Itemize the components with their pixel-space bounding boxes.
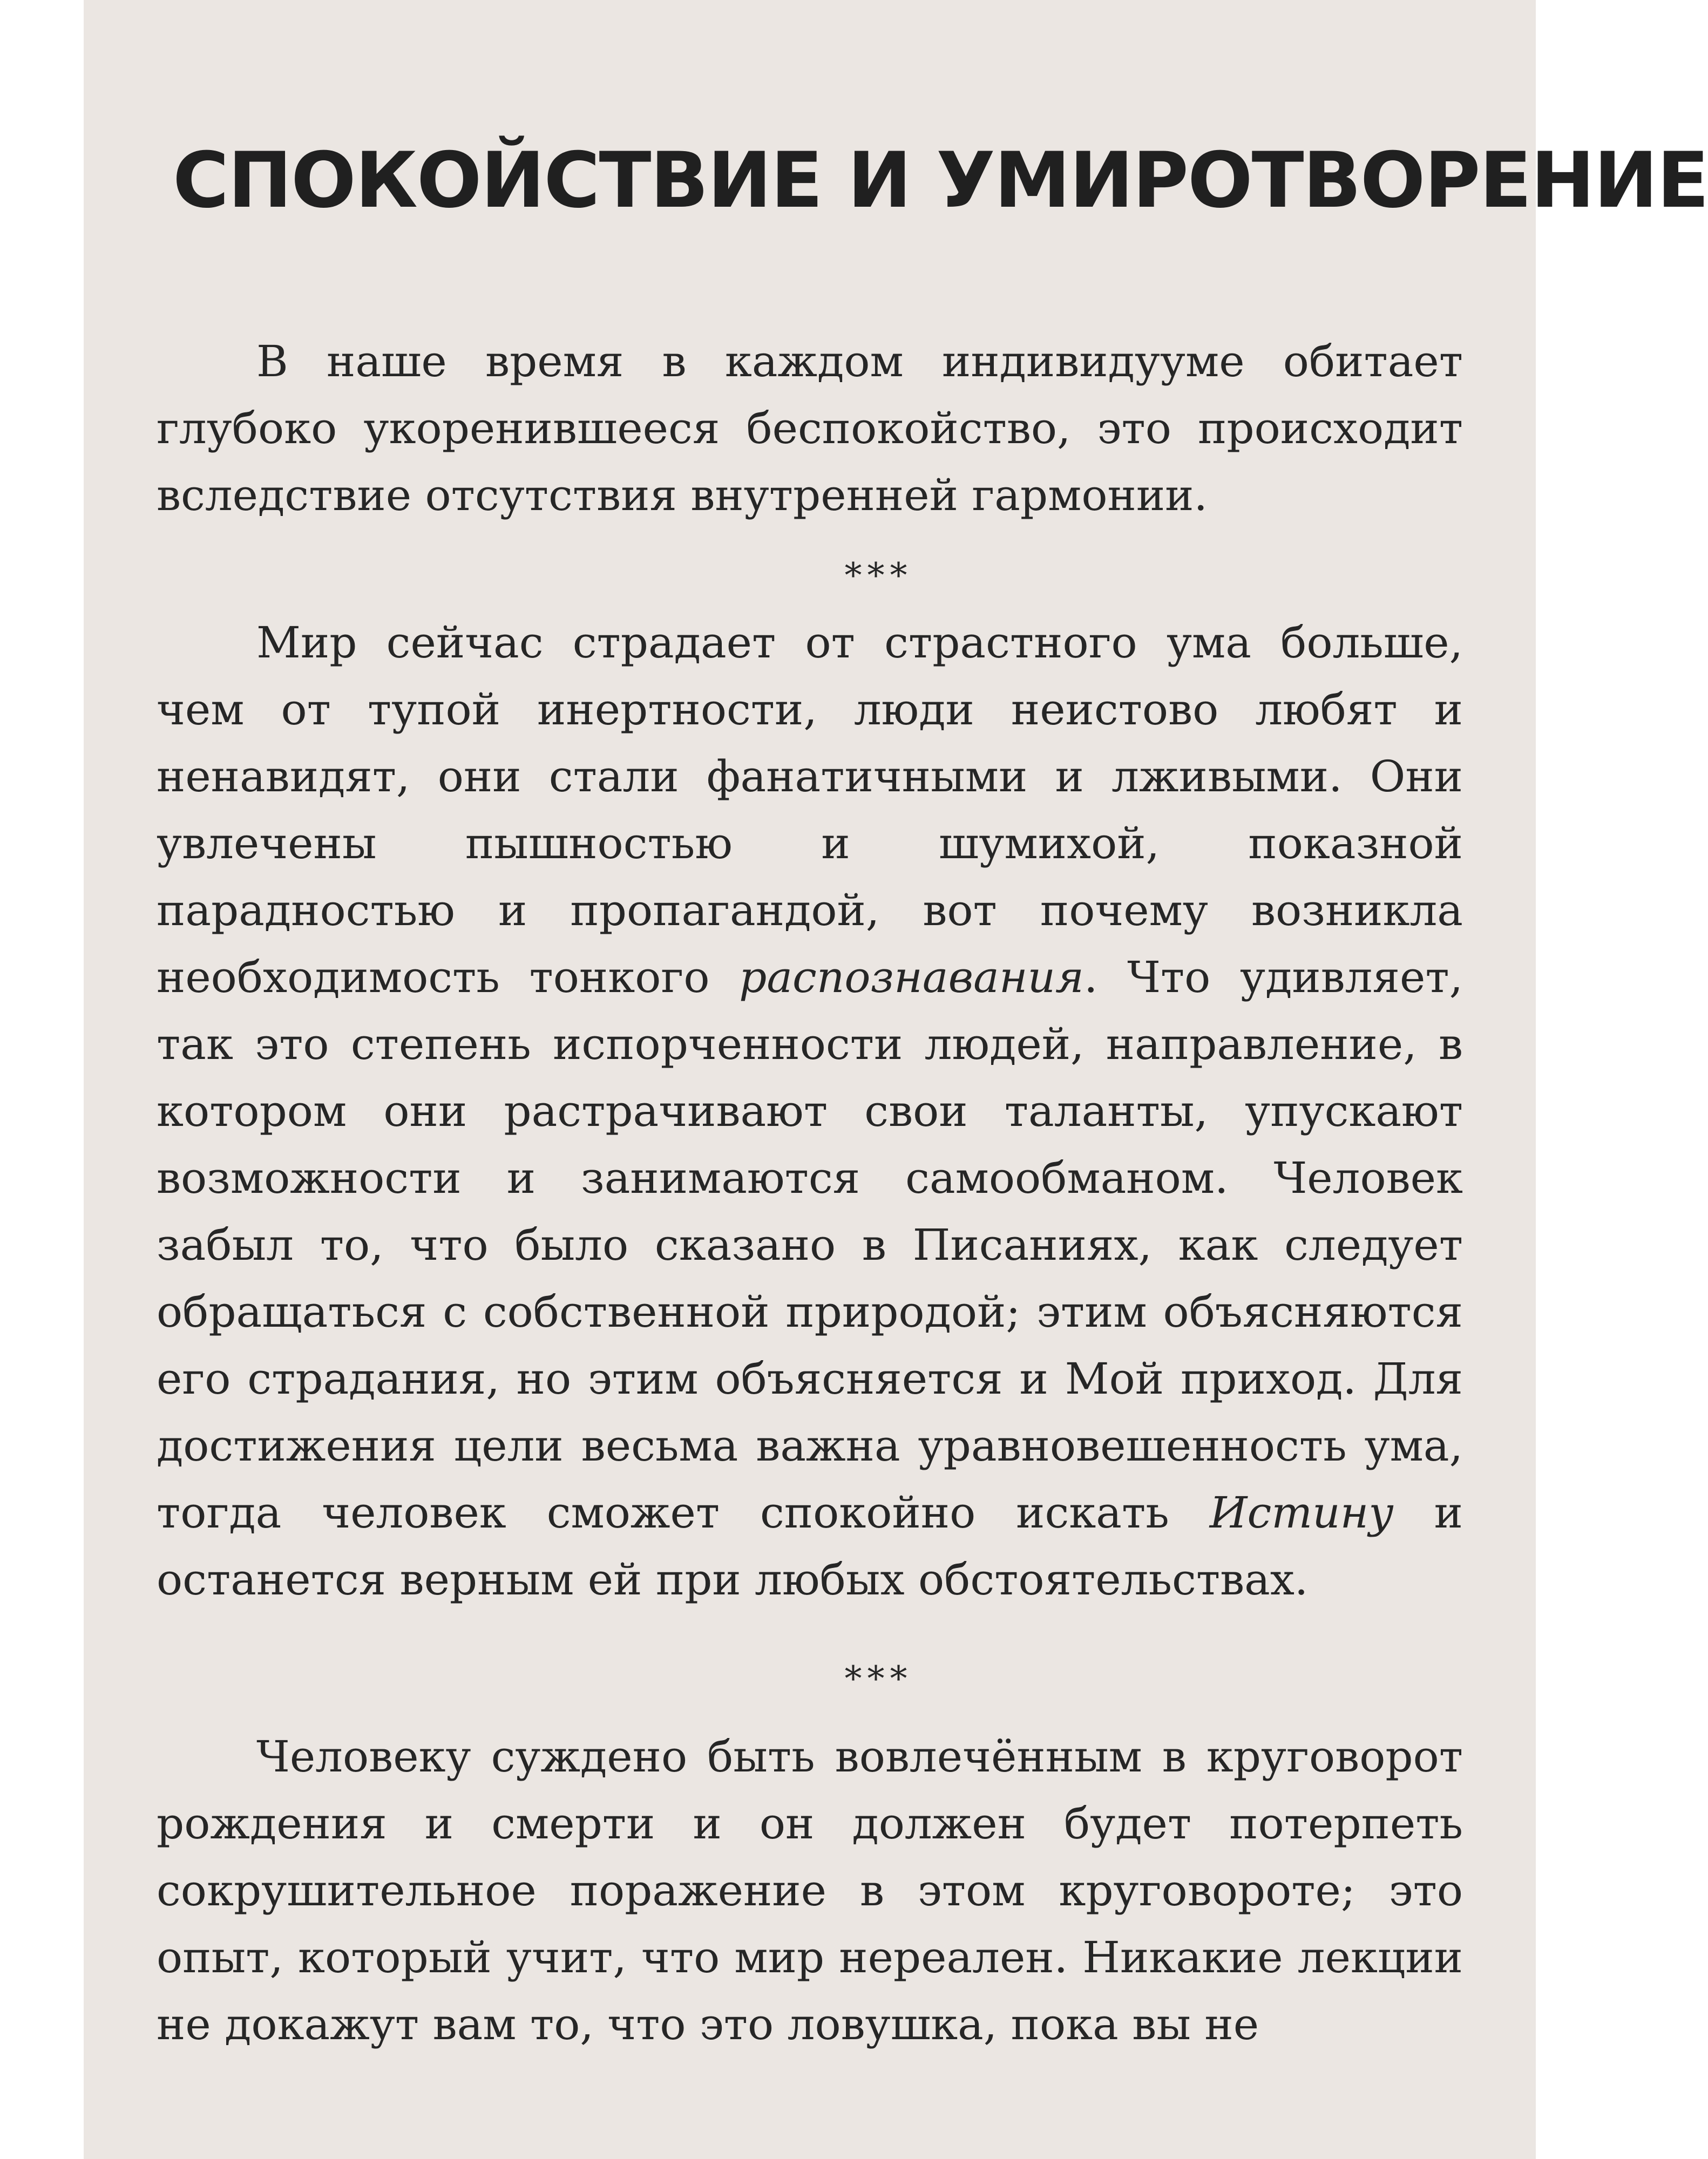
paragraph-2-text-c: и останется верным ей при любых обстоятельствах. (157, 1488, 1463, 1605)
emphasis-discernment: распознавания (739, 952, 1085, 1002)
section-separator-2: *** (844, 1659, 913, 1699)
section-separator-1: *** (844, 556, 913, 596)
emphasis-truth: Истину (1209, 1488, 1394, 1538)
paragraph-1: В наше время в каждом индивидууме обитает глубоко укоренившееся беспокойство, это происходит вследствие отсутствия внутренней гармонии. (157, 336, 1463, 520)
chapter-title: СПОКОЙСТВИЕ И УМИРОТВОРЕНИЕ (173, 136, 1708, 225)
paragraph-2-text-a: Мир сейчас страдает от страстного ума больше, чем от тупой инертности, люди неистово любят и ненавидят, они стали фанатичными и лживыми. Они увлечены пышностью и шумихой, показной парадностью и пропагандой, вот почему возникла необходимость тонкого (157, 617, 1463, 1002)
page-body (157, 328, 1463, 2058)
paragraph-2-text-b: . Что удивляет, так это степень испорченности людей, направление, в котором они растрачивают свои таланты, упускают возможности и занимаются самообманом. Человек забыл то, что было сказано в Писаниях, как следует обращаться с собственной природой; этим объясняются его страдания, но этим объясняется и Мой приход. Для достижения цели весьма важна уравновешенность ума, тогда человек сможет спокойно искать (157, 952, 1463, 1538)
book-page (84, 0, 1708, 2159)
paragraph-3: Человеку суждено быть вовлечённым в круговорот рождения и смерти и он должен будет потерпеть сокрушительное поражение в этом круговороте; это опыт, который учит, что мир нереален. Никакие лекции не докажут вам то, что это ловушка, пока вы не (157, 1732, 1463, 2049)
paragraph-2 (157, 609, 1463, 1613)
